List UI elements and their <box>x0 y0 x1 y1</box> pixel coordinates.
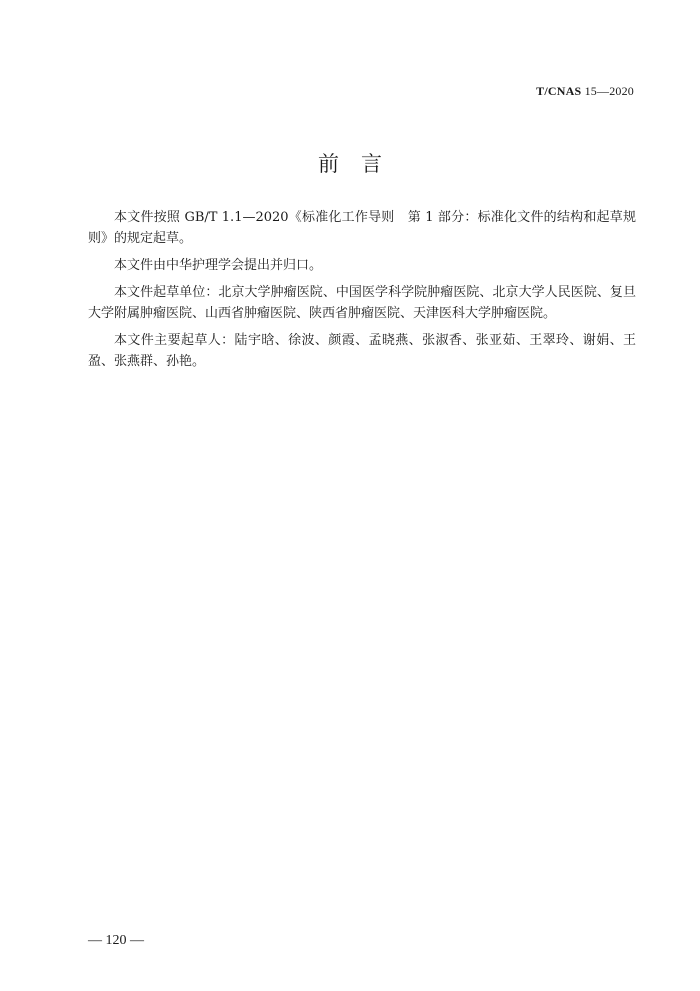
standard-prefix: T/CNAS <box>536 84 582 98</box>
standard-number: 15—2020 <box>584 84 634 98</box>
paragraph-drafting-units: 本文件起草单位：北京大学肿瘤医院、中国医学科学院肿瘤医院、北京大学人民医院、复旦大学附属肿瘤医院、山西省肿瘤医院、陕西省肿瘤医院、天津医科大学肿瘤医院。 <box>88 285 636 321</box>
preface-body <box>88 207 636 378</box>
standard-code <box>536 84 634 99</box>
page-number: — 120 — <box>88 933 144 948</box>
title-char-1: 前 <box>318 152 339 176</box>
paragraph-drafters: 本文件主要起草人：陆宇晗、徐波、颜霞、孟晓燕、张淑香、张亚茹、王翠玲、谢娟、王盈、张燕群、孙艳。 <box>88 333 636 369</box>
paragraph-drafting-basis: 本文件按照 GB/T 1.1—2020《标准化工作导则 第 1 部分：标准化文件的结构和起草规则》的规定起草。 <box>88 210 636 246</box>
title-char-2: 言 <box>361 152 382 176</box>
page-title <box>0 148 700 178</box>
paragraph-proposer: 本文件由中华护理学会提出并归口。 <box>114 258 323 273</box>
